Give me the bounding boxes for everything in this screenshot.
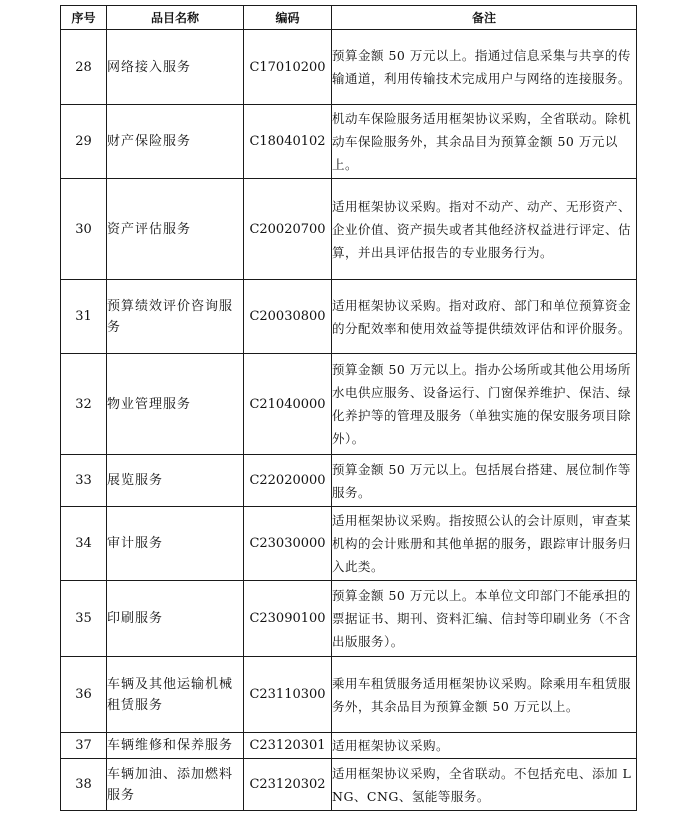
row-code: C23110300 [244,657,332,733]
table-row [61,507,637,581]
header-item-name: 品目名称 [107,6,244,30]
row-code: C23090100 [244,581,332,657]
row-remarks: 适用框架协议采购。指按照公认的会计原则，审查某机构的会计账册和其他单据的服务，跟踪审计服务归入此类。 [332,507,637,581]
table-row [61,105,637,179]
table-header-row [61,6,637,30]
row-code: C20020700 [244,179,332,280]
row-item-name: 车辆维修和保养服务 [107,733,244,759]
row-code: C18040102 [244,105,332,179]
header-serial-number: 序号 [61,6,107,30]
row-remarks: 适用框架协议采购。 [332,733,637,759]
row-remarks: 适用框架协议采购。指对不动产、动产、无形资产、企业价值、资产损失或者其他经济权益进行评定、估算，并出具评估报告的专业服务行为。 [332,179,637,280]
row-item-name: 车辆及其他运输机械租赁服务 [107,657,244,733]
row-remarks: 适用框架协议采购。指对政府、部门和单位预算资金的分配效率和使用效益等提供绩效评估和评价服务。 [332,280,637,354]
row-serial-number: 31 [61,280,107,354]
table-row [61,354,637,455]
row-serial-number: 32 [61,354,107,455]
table-row [61,581,637,657]
row-serial-number: 29 [61,105,107,179]
row-serial-number: 28 [61,30,107,105]
row-code: C23120301 [244,733,332,759]
table-row [61,733,637,759]
row-item-name: 车辆加油、添加燃料服务 [107,759,244,811]
row-item-name: 资产评估服务 [107,179,244,280]
row-remarks: 预算金额 50 万元以上。指通过信息采集与共享的传输通道，利用传输技术完成用户与网络的连接服务。 [332,30,637,105]
row-code: C17010200 [244,30,332,105]
row-remarks: 预算金额 50 万元以上。指办公场所或其他公用场所水电供应服务、设备运行、门窗保养维护、保洁、绿化养护等的管理及服务（单独实施的保安服务项目除外）。 [332,354,637,455]
table-row [61,30,637,105]
row-code: C20030800 [244,280,332,354]
table-row [61,759,637,811]
row-item-name: 印刷服务 [107,581,244,657]
row-serial-number: 33 [61,455,107,507]
table-row [61,455,637,507]
row-remarks: 预算金额 50 万元以上。包括展台搭建、展位制作等服务。 [332,455,637,507]
header-code: 编码 [244,6,332,30]
row-item-name: 财产保险服务 [107,105,244,179]
row-remarks: 机动车保险服务适用框架协议采购，全省联动。除机动车保险服务外，其余品目为预算金额 50 万元以上。 [332,105,637,179]
row-serial-number: 38 [61,759,107,811]
row-item-name: 展览服务 [107,455,244,507]
table-row [61,657,637,733]
row-code: C23120302 [244,759,332,811]
header-remarks: 备注 [332,6,637,30]
row-remarks: 适用框架协议采购，全省联动。不包括充电、添加 LNG、CNG、氢能等服务。 [332,759,637,811]
row-code: C22020000 [244,455,332,507]
row-remarks: 预算金额 50 万元以上。本单位文印部门不能承担的票据证书、期刊、资料汇编、信封等印刷业务（不含出版服务）。 [332,581,637,657]
procurement-catalog-table [60,5,637,811]
row-serial-number: 35 [61,581,107,657]
row-item-name: 网络接入服务 [107,30,244,105]
row-serial-number: 34 [61,507,107,581]
table-row [61,179,637,280]
row-serial-number: 30 [61,179,107,280]
row-item-name: 预算绩效评价咨询服务 [107,280,244,354]
row-serial-number: 36 [61,657,107,733]
row-code: C21040000 [244,354,332,455]
row-item-name: 物业管理服务 [107,354,244,455]
row-code: C23030000 [244,507,332,581]
row-item-name: 审计服务 [107,507,244,581]
row-remarks: 乘用车租赁服务适用框架协议采购。除乘用车租赁服务外，其余品目为预算金额 50 万元以上。 [332,657,637,733]
table-row [61,280,637,354]
row-serial-number: 37 [61,733,107,759]
